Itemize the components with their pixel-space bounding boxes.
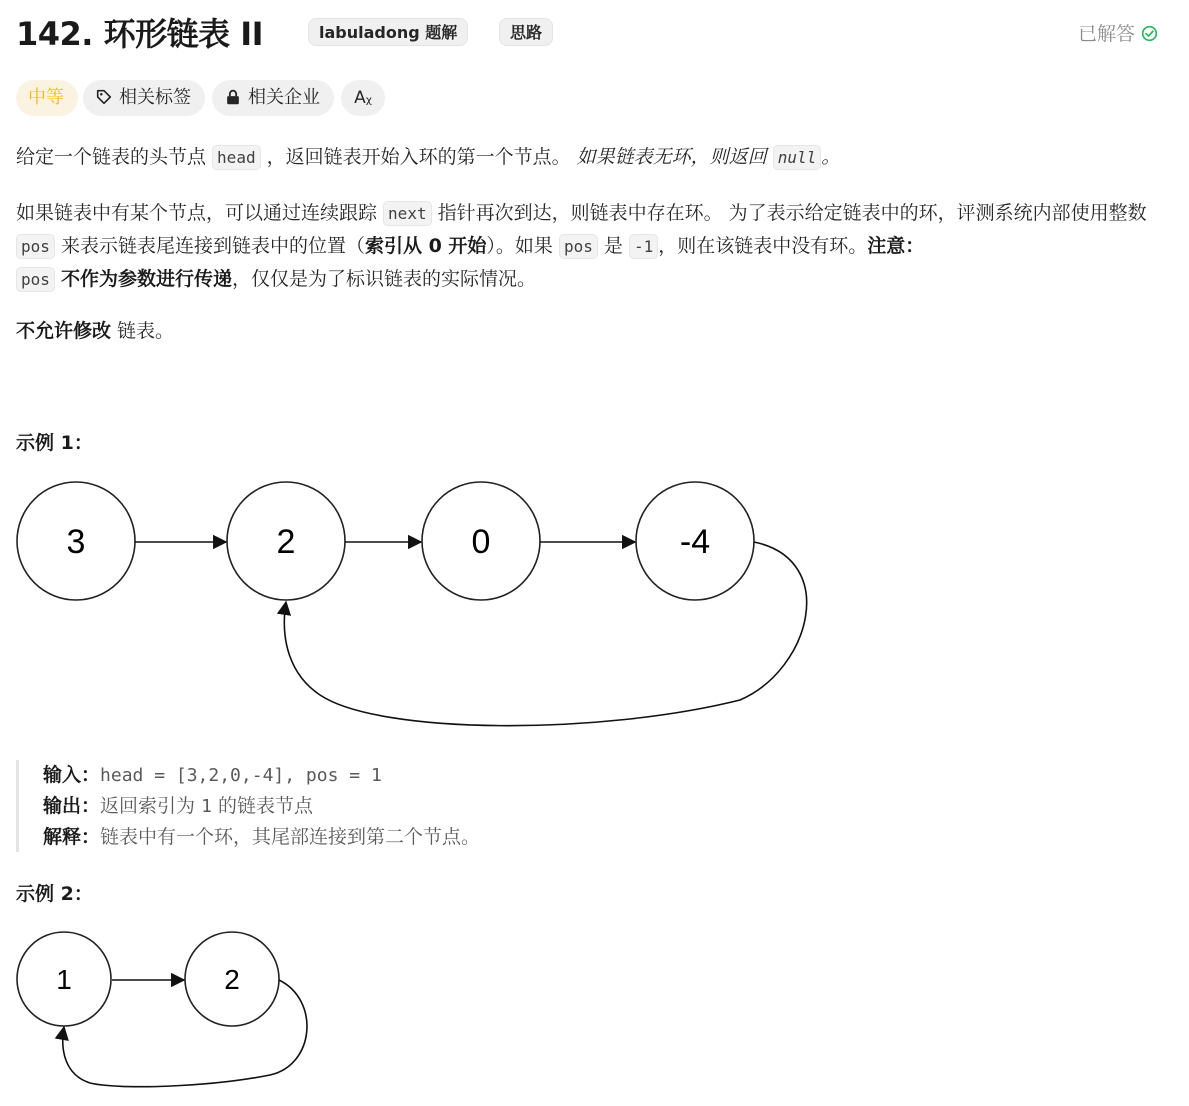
problem-title: 142. 环形链表 II	[16, 15, 264, 53]
check-circle-icon	[1141, 25, 1158, 42]
related-tags-label: 相关标签	[119, 87, 191, 108]
output-text: 的链表节点	[211, 795, 313, 817]
inline-code: pos	[16, 234, 55, 259]
desc-text: 链表。	[111, 320, 175, 342]
desc-text: ，仅仅是为了标识链表的实际情况。	[231, 268, 536, 290]
input-line	[43, 760, 616, 791]
explain-label: 解释：	[43, 826, 101, 848]
list-node	[422, 482, 540, 600]
list-node	[636, 482, 754, 600]
example-2-diagram	[0, 925, 340, 1106]
list-node	[185, 932, 279, 1026]
list-node	[17, 482, 135, 600]
inline-code: pos	[559, 234, 598, 259]
node-value: 3	[66, 523, 86, 561]
solved-status	[1078, 20, 1158, 48]
node-value: 1	[56, 964, 72, 995]
inline-code: null	[773, 145, 822, 170]
desc-text: 指针再次到达，则链表中存在环。 为了表示给定链表中的环，评测系统内部使用整数	[431, 202, 1147, 224]
desc-text: ）。如果	[486, 235, 559, 257]
description-paragraph-1	[16, 141, 1176, 174]
list-node	[227, 482, 345, 600]
list-node	[17, 932, 111, 1026]
example-1-title: 示例 1：	[16, 432, 93, 454]
font-size-icon: Aᵪ	[354, 88, 372, 108]
difficulty-badge[interactable]: 中等	[16, 80, 78, 116]
desc-text: 给定一个链表的头节点	[16, 146, 213, 168]
font-size-button[interactable]	[341, 80, 385, 116]
desc-bold: 注意：	[867, 235, 925, 257]
inline-code: head	[212, 145, 261, 170]
node-value: 2	[224, 964, 240, 995]
desc-text: 来表示链表尾连接到链表中的位置（	[54, 235, 365, 257]
labuladong-solution-chip[interactable]: labuladong 题解	[308, 18, 468, 46]
inline-code: pos	[16, 267, 55, 292]
input-value: head = [3,2,0,-4], pos = 1	[100, 765, 382, 786]
output-line	[43, 791, 616, 822]
desc-text: ，返回链表开始入环的第一个节点。	[260, 146, 577, 168]
approach-chip[interactable]: 思路	[499, 18, 553, 46]
desc-text: 如果链表中有某个节点，可以通过连续跟踪	[16, 202, 384, 224]
lock-icon	[224, 88, 242, 106]
inline-code: -1	[629, 234, 658, 259]
desc-italic: 如果链表无环，则返回	[576, 146, 773, 168]
node-value: 0	[471, 523, 491, 561]
example-2-title: 示例 2：	[16, 883, 93, 905]
explain-line	[43, 822, 616, 852]
example-1-diagram	[0, 470, 820, 740]
description-paragraph-2	[16, 197, 1176, 296]
output-text: 返回索引为	[100, 795, 202, 817]
desc-text: 。	[821, 146, 841, 168]
desc-text: ，则在该链表中没有环。	[658, 235, 868, 257]
solved-label: 已解答	[1077, 23, 1135, 45]
node-value: -4	[679, 523, 711, 561]
related-companies-button[interactable]	[212, 80, 334, 116]
desc-text: 是	[597, 235, 629, 257]
node-value: 2	[276, 523, 296, 561]
output-label: 输出：	[43, 795, 101, 817]
description-paragraph-3	[16, 315, 1176, 347]
desc-bold: 不作为参数进行传递	[60, 268, 232, 290]
title-row	[16, 14, 1166, 54]
related-tags-button[interactable]	[83, 80, 205, 116]
explain-value: 链表中有一个环，其尾部连接到第二个节点。	[100, 826, 481, 848]
desc-bold: 索引从 0 开始	[364, 235, 487, 257]
inline-code: next	[383, 201, 432, 226]
input-label: 输入：	[43, 764, 101, 786]
related-companies-label: 相关企业	[248, 87, 320, 108]
output-mono: 1	[201, 796, 212, 817]
example-1-io	[16, 760, 616, 852]
tag-icon	[95, 88, 113, 106]
desc-bold: 不允许修改	[16, 320, 112, 342]
